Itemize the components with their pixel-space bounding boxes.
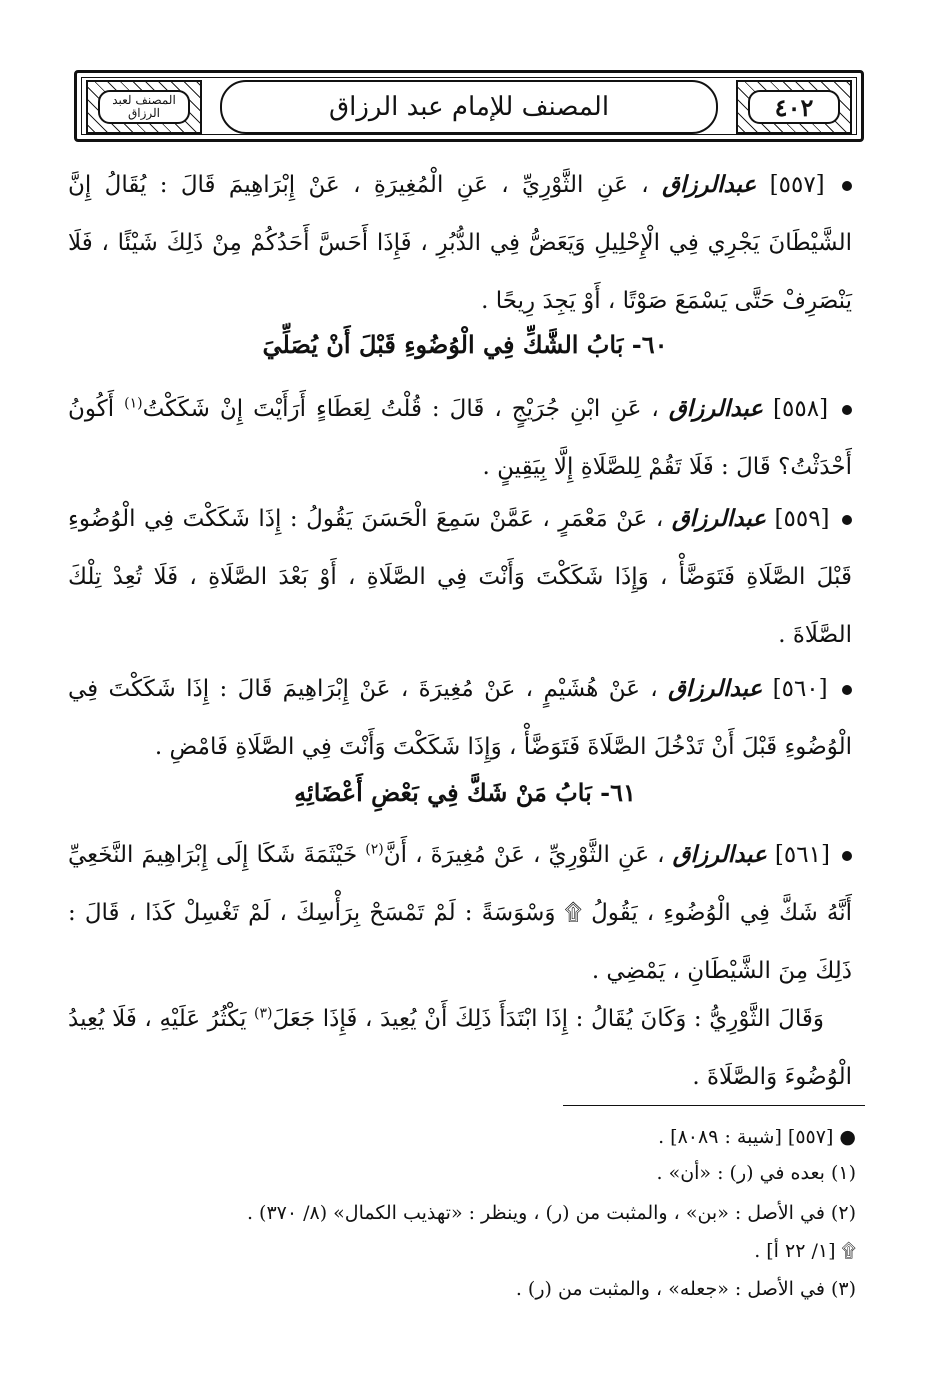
- running-title-box: [220, 80, 718, 134]
- hadith-number: [٥٥٨]: [773, 396, 829, 422]
- hadith-559: [68, 490, 852, 664]
- page-number: ٤٠٢: [748, 90, 840, 124]
- bullet-icon: [842, 851, 852, 861]
- footnote-3: (٣) في الأصل : «جعله» ، والمثبت من (ر) .: [515, 1278, 856, 1300]
- hadith-author: عبدالرزاق: [662, 171, 757, 198]
- hadith-number: [٥٥٧]: [769, 172, 825, 198]
- paragraph-text: يَكْثُرُ عَلَيْهِ ، فَلَا يُعِيدُ الْوُضُوءَ وَالصَّلَاةَ .: [68, 1006, 852, 1090]
- hadith-text: أَكُونُ أَحْدَثْتُ؟ قَالَ : فَلَا تَقُمْ لِلصَّلَاةِ إِلَّا بِيَقِينٍ .: [68, 396, 852, 480]
- header-emblem-ornament: [86, 80, 202, 134]
- footnote-ref-3[interactable]: (٣): [254, 1005, 273, 1022]
- page-header: [74, 70, 864, 142]
- page-number-ornament: [736, 80, 852, 134]
- hadith-number: [٥٦١]: [774, 842, 830, 868]
- hadith-text: ، عَنْ مَعْمَرٍ ، عَمَّنْ سَمِعَ الْحَسَنَ يَقُولُ : إِذَا شَكَكْتَ فِي الْوُضُوءِ قَبْلَ الصَّلَاةِ فَتَوَضَّأْ ، وَإِذَا شَكَكْتَ وَأَنْتَ فِي الصَّلَاةِ ، أَوْ بَعْدَ الصَّلَاةِ ، فَلَا تُعِدْ تِلْكَ الصَّلَاةَ .: [68, 506, 852, 648]
- paragraph-text: وَقَالَ الثَّوْرِيُّ : وَكَانَ يُقَالُ : إِذَا ابْتَدَأَ ذَلِكَ أَنْ يُعِيدَ ، فَإِذَا جَعَلَ: [272, 1006, 825, 1032]
- hadith-558: [68, 380, 852, 496]
- chapter-heading-61: ٦١- بَابُ مَنْ شَكَّ فِي بَعْضِ أَعْضَائِهِ: [294, 778, 636, 807]
- bullet-icon: [842, 685, 852, 695]
- bullet-icon: [842, 181, 852, 191]
- hadith-author: عبدالرزاق: [668, 675, 763, 702]
- footnote-ref-2[interactable]: (٢): [365, 841, 384, 858]
- commentary-paragraph: [68, 990, 852, 1106]
- hadith-text: ، عَنِ ابْنِ جُرَيْجٍ ، قَالَ : قُلْتُ لِعَطَاءٍ أَرَأَيْتَ إِنْ شَكَكْتُ: [142, 396, 659, 422]
- bullet-icon: [842, 405, 852, 415]
- bullet-icon: [842, 515, 852, 525]
- hadith-text: ، عَنْ هُشَيْمٍ ، عَنْ مُغِيرَةَ ، عَنْ إِبْرَاهِيمَ قَالَ : إِذَا شَكَكْتَ فِي الْوُضُوءِ قَبْلَ أَنْ تَدْخُلَ الصَّلَاةَ فَتَوَضَّأْ ، وَإِذَا شَكَكْتَ وَأَنْتَ فِي الصَّلَاةِ فَامْضِ .: [68, 676, 852, 760]
- hadith-557: [68, 156, 852, 330]
- folio-marker: ۩ [١/ ٢٢ أ] .: [754, 1240, 856, 1262]
- hadith-text: ، عَنِ الثَّوْرِيِّ ، عَنِ الْمُغِيرَةِ ، عَنْ إِبْرَاهِيمَ قَالَ : يُقَالُ إِنَّ الشَّيْطَانَ يَجْرِي فِي الْإِحْلِيلِ وَيَعَضُّ فِي الدُّبُرِ ، فَإِذَا أَحَسَّ أَحَدُكُمْ مِنْ ذَلِكَ شَيْئًا ، فَلَا يَنْصَرِفْ حَتَّى يَسْمَعَ صَوْتًا ، أَوْ يَجِدَ رِيحًا .: [68, 172, 852, 314]
- hadith-560: [68, 660, 852, 776]
- footnote-source-557: ● [٥٥٧] [شيبة : ٨٠٨٩] .: [658, 1126, 856, 1148]
- hadith-561: [68, 826, 852, 1000]
- hadith-number: [٥٦٠]: [772, 676, 828, 702]
- hadith-number: [٥٥٩]: [774, 506, 830, 532]
- hadith-author: عبدالرزاق: [671, 505, 766, 532]
- footnote-separator: [563, 1105, 865, 1106]
- running-title: المصنف للإمام عبد الرزاق: [328, 92, 610, 122]
- footnote-2: (٢) في الأصل : «بن» ، والمثبت من (ر) ، وينظر : «تهذيب الكمال» (٨/ ٣٧٠) .: [246, 1202, 856, 1224]
- hadith-text: ، عَنِ الثَّوْرِيِّ ، عَنْ مُغِيرَةَ ، أَنَّ: [383, 842, 665, 868]
- chapter-heading-60: ٦٠- بَابُ الشَّكِّ فِي الْوُضُوءِ قَبْلَ أَنْ يُصَلِّيَ: [262, 330, 668, 359]
- footnote-ref-1[interactable]: (١): [124, 395, 143, 412]
- hadith-author: عبدالرزاق: [668, 395, 764, 422]
- hadith-author: عبدالرزاق: [672, 841, 767, 868]
- hadith-text: خَيْثَمَةَ شَكَا إِلَى إِبْرَاهِيمَ النَّخَعِيِّ أَنَّهُ شَكَّ فِي الْوُضُوءِ ، يَقُولُ ۩ وَسْوَسَةً : لَمْ تَمْسَحْ بِرَأْسِكَ ، لَمْ تَغْسِلْ كَذَا ، قَالَ : ذَلِكَ مِنَ الشَّيْطَانِ ، يَمْضِي .: [68, 842, 852, 984]
- footnote-1: (١) بعده في (ر) : «أن» .: [656, 1162, 856, 1184]
- header-emblem: المصنف لعبد الرزاق: [98, 90, 190, 124]
